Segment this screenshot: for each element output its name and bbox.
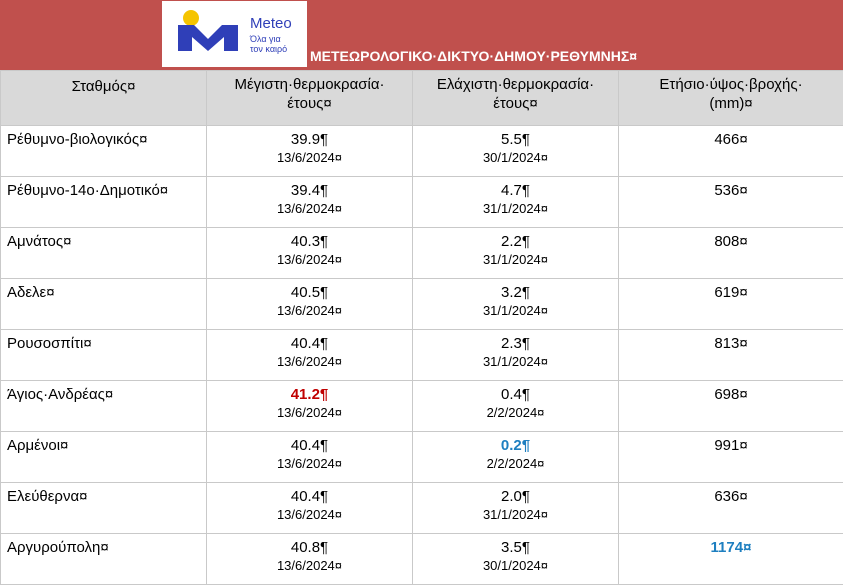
max-temp-cell	[207, 177, 413, 228]
station-name: Αρμένοι¤	[1, 432, 207, 483]
header-min-temp: Ελάχιστη·θερμοκρασία· έτους¤	[413, 71, 619, 126]
min-temp-value: 2.2¶	[413, 228, 618, 252]
min-temp-cell	[413, 228, 619, 279]
min-temp-value: 0.2¶	[413, 432, 618, 456]
min-temp-value: 3.2¶	[413, 279, 618, 303]
station-name: Αργυρούπολη¤	[1, 534, 207, 585]
station-name: Ρουσοσπίτι¤	[1, 330, 207, 381]
table-row	[1, 228, 843, 279]
max-temp-cell	[207, 279, 413, 330]
rainfall-value: 813¤	[619, 330, 843, 354]
max-temp-value: 40.4¶	[207, 330, 412, 354]
rainfall-value: 991¤	[619, 432, 843, 456]
rainfall-value: 808¤	[619, 228, 843, 252]
logo-tagline: Όλα για τον καιρό	[250, 34, 287, 54]
rainfall-value: 636¤	[619, 483, 843, 507]
min-temp-value: 4.7¶	[413, 177, 618, 201]
header-station: Σταθμός¤	[1, 71, 207, 126]
min-temp-value: 0.4¶	[413, 381, 618, 405]
rainfall-cell	[619, 483, 843, 534]
max-temp-date: 13/6/2024¤	[207, 558, 412, 574]
min-temp-cell	[413, 432, 619, 483]
table-header-row	[1, 71, 843, 126]
station-name: Αδελε¤	[1, 279, 207, 330]
table-row	[1, 126, 843, 177]
max-temp-date: 13/6/2024¤	[207, 201, 412, 217]
max-temp-value: 40.3¶	[207, 228, 412, 252]
max-temp-date: 13/6/2024¤	[207, 150, 412, 166]
rainfall-cell	[619, 126, 843, 177]
rainfall-value: 1174¤	[619, 534, 843, 558]
max-temp-cell	[207, 330, 413, 381]
min-temp-cell	[413, 381, 619, 432]
table-row	[1, 279, 843, 330]
rainfall-cell	[619, 432, 843, 483]
min-temp-date: 30/1/2024¤	[413, 558, 618, 574]
rainfall-value: 466¤	[619, 126, 843, 150]
rainfall-cell	[619, 534, 843, 585]
rainfall-cell	[619, 381, 843, 432]
max-temp-date: 13/6/2024¤	[207, 303, 412, 319]
rainfall-value: 619¤	[619, 279, 843, 303]
max-temp-cell	[207, 483, 413, 534]
rainfall-cell	[619, 279, 843, 330]
min-temp-cell	[413, 483, 619, 534]
header-rainfall: Ετήσιο·ύψος·βροχής· (mm)¤	[619, 71, 843, 126]
max-temp-cell	[207, 126, 413, 177]
table-row	[1, 330, 843, 381]
max-temp-cell	[207, 432, 413, 483]
rainfall-cell	[619, 177, 843, 228]
max-temp-date: 13/6/2024¤	[207, 354, 412, 370]
min-temp-date: 2/2/2024¤	[413, 456, 618, 472]
min-temp-value: 3.5¶	[413, 534, 618, 558]
max-temp-cell	[207, 228, 413, 279]
station-name: Αμνάτος¤	[1, 228, 207, 279]
station-name: Ελεύθερνα¤	[1, 483, 207, 534]
min-temp-date: 31/1/2024¤	[413, 354, 618, 370]
weather-table	[0, 70, 843, 585]
min-temp-date: 2/2/2024¤	[413, 405, 618, 421]
station-name: Άγιος·Ανδρέας¤	[1, 381, 207, 432]
max-temp-cell	[207, 381, 413, 432]
min-temp-value: 2.3¶	[413, 330, 618, 354]
max-temp-date: 13/6/2024¤	[207, 456, 412, 472]
table-row	[1, 483, 843, 534]
max-temp-date: 13/6/2024¤	[207, 405, 412, 421]
max-temp-value: 39.4¶	[207, 177, 412, 201]
meteo-logo	[162, 1, 307, 67]
table-row	[1, 534, 843, 585]
header-max-temp: Μέγιστη·θερμοκρασία· έτους¤	[207, 71, 413, 126]
min-temp-cell	[413, 330, 619, 381]
station-name: Ρέθυμνο-14ο·Δημοτικό¤	[1, 177, 207, 228]
min-temp-value: 5.5¶	[413, 126, 618, 150]
table-row	[1, 381, 843, 432]
meteo-logo-icon	[176, 9, 240, 53]
max-temp-value: 39.9¶	[207, 126, 412, 150]
max-temp-date: 13/6/2024¤	[207, 252, 412, 268]
min-temp-cell	[413, 126, 619, 177]
max-temp-value: 40.5¶	[207, 279, 412, 303]
max-temp-value: 40.4¶	[207, 483, 412, 507]
max-temp-date: 13/6/2024¤	[207, 507, 412, 523]
rainfall-cell	[619, 228, 843, 279]
min-temp-date: 31/1/2024¤	[413, 252, 618, 268]
min-temp-cell	[413, 534, 619, 585]
page-title: ΜΕΤΕΩΡΟΛΟΓΙΚΟ·ΔΙΚΤΥΟ·ΔΗΜΟΥ·ΡΕΘΥΜΝΗΣ¤	[310, 48, 843, 64]
min-temp-date: 31/1/2024¤	[413, 201, 618, 217]
max-temp-value: 41.2¶	[207, 381, 412, 405]
rainfall-value: 698¤	[619, 381, 843, 405]
max-temp-value: 40.8¶	[207, 534, 412, 558]
table-row	[1, 432, 843, 483]
min-temp-date: 31/1/2024¤	[413, 303, 618, 319]
table-row	[1, 177, 843, 228]
max-temp-value: 40.4¶	[207, 432, 412, 456]
station-name: Ρέθυμνο-βιολογικός¤	[1, 126, 207, 177]
logo-name: Meteo	[250, 15, 292, 32]
min-temp-date: 31/1/2024¤	[413, 507, 618, 523]
min-temp-cell	[413, 177, 619, 228]
min-temp-cell	[413, 279, 619, 330]
rainfall-value: 536¤	[619, 177, 843, 201]
max-temp-cell	[207, 534, 413, 585]
rainfall-cell	[619, 330, 843, 381]
min-temp-date: 30/1/2024¤	[413, 150, 618, 166]
min-temp-value: 2.0¶	[413, 483, 618, 507]
